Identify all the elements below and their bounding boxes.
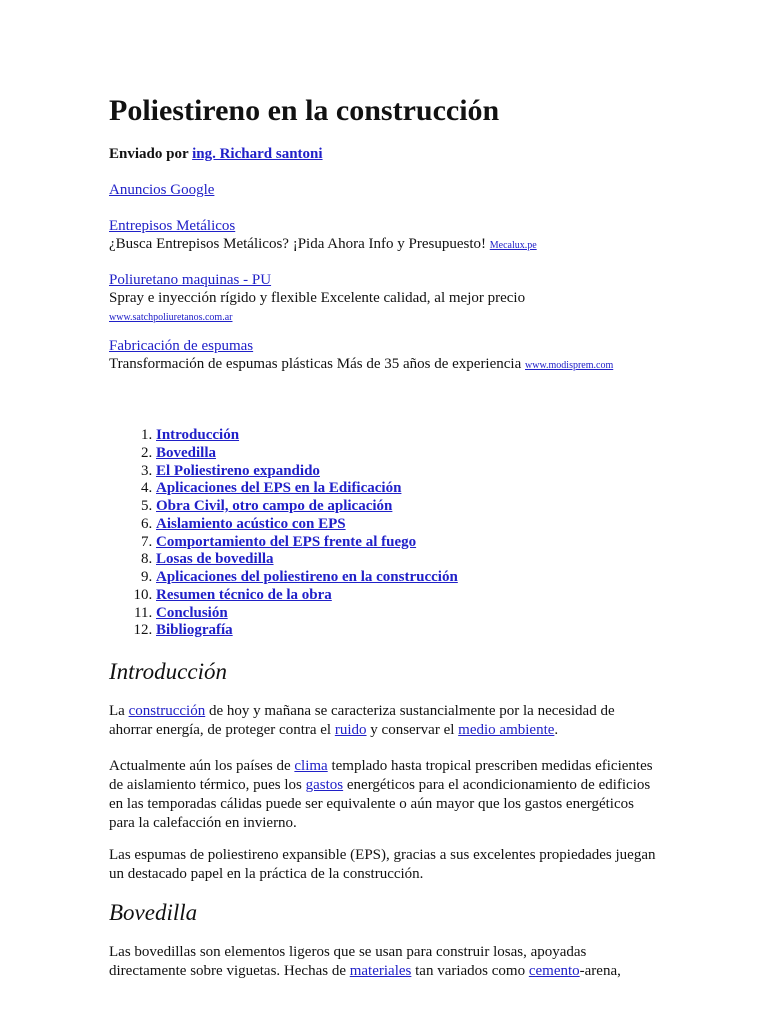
text-run: La — [109, 703, 129, 719]
byline — [109, 146, 323, 163]
toc-link[interactable]: Losas de bovedilla — [156, 551, 274, 568]
google-ads-link[interactable]: Anuncios Google — [109, 182, 215, 198]
toc-link[interactable]: Aplicaciones del EPS en la Edificación — [156, 480, 402, 497]
table-of-contents — [109, 427, 458, 640]
toc-link[interactable]: Introducción — [156, 427, 240, 443]
author-link[interactable]: ing. Richard santoni — [192, 146, 323, 162]
ad-title-link[interactable]: Entrepisos Metálicos — [109, 218, 236, 234]
toc-link[interactable]: Resumen técnico de la obra — [156, 586, 332, 603]
link-materiales[interactable]: materiales — [349, 963, 412, 979]
toc-link[interactable]: Bibliografía — [156, 622, 233, 639]
text-run: Las bovedillas son elementos ligeros que se usan para construir losas, apoyadas directamente sobre viguetas. Hechas de — [109, 944, 587, 979]
section-heading-bovedilla: Bovedilla — [109, 900, 198, 925]
toc-item — [156, 587, 458, 605]
link-ruido[interactable]: ruido — [334, 722, 367, 738]
text-run: templado hasta tropical prescriben medidas eficientes de aislamiento térmico, pues los — [109, 758, 653, 793]
toc-item — [156, 498, 458, 516]
intro-paragraph-2 — [109, 757, 659, 833]
toc-item — [156, 551, 458, 569]
ad-url-link[interactable]: www.satchpoliuretanos.com.ar — [109, 312, 233, 323]
page-title: Poliestireno en la construcción — [109, 94, 500, 127]
text-run: y conservar el — [366, 722, 459, 738]
toc-link[interactable]: Comportamiento del EPS frente al fuego — [156, 533, 417, 550]
link-construccion[interactable]: construcción — [128, 703, 206, 719]
toc-item — [156, 463, 458, 481]
ad-item — [109, 217, 669, 255]
text-run: -arena, — [579, 963, 621, 979]
ad-text: ¿Busca Entrepisos Metálicos? ¡Pida Ahora Info y Presupuesto! — [109, 236, 486, 252]
text-run: tan variados como — [411, 963, 529, 979]
link-medio-ambiente[interactable]: medio ambiente — [458, 722, 555, 738]
toc-item — [156, 427, 458, 445]
ad-text: Spray e inyección rígido y flexible Excelente calidad, al mejor precio — [109, 290, 526, 306]
ad-url-link[interactable]: Mecalux.pe — [489, 240, 537, 251]
toc-link[interactable]: Aplicaciones del poliestireno en la construcción — [156, 569, 458, 585]
ad-text: Transformación de espumas plásticas Más de 35 años de experiencia — [109, 356, 522, 372]
toc-item — [156, 605, 458, 623]
toc-item — [156, 480, 458, 498]
toc-item — [156, 622, 458, 640]
section-heading-introduccion: Introducción — [109, 659, 227, 684]
ad-item — [109, 337, 669, 375]
bovedilla-paragraph-1 — [109, 943, 659, 981]
toc-item — [156, 516, 458, 534]
text-run: energéticos para el acondicionamiento de edificios en las temporadas cálidas puede ser equivalente o aún mayor que los gastos energéticos para la calefacción en invierno. — [109, 777, 651, 831]
toc-link[interactable]: Aislamiento acústico con EPS — [156, 515, 346, 532]
toc-item — [156, 445, 458, 463]
ad-item — [109, 271, 669, 327]
toc-item — [156, 569, 458, 587]
intro-paragraph-3: Las espumas de poliestireno expansible (EPS), gracias a sus excelentes propiedades juegan un destacado papel en la práctica de la construcción. — [109, 847, 656, 882]
toc-link[interactable]: Bovedilla — [156, 444, 217, 461]
ad-title-link[interactable]: Poliuretano maquinas - PU — [109, 272, 272, 288]
link-clima[interactable]: clima — [294, 758, 328, 774]
ad-title-link[interactable]: Fabricación de espumas — [109, 338, 254, 354]
text-run: . — [554, 722, 559, 738]
byline-prefix: Enviado por — [109, 146, 189, 162]
toc-link[interactable]: Obra Civil, otro campo de aplicación — [156, 498, 393, 514]
toc-link[interactable]: El Poliestireno expandido — [156, 462, 320, 479]
toc-link[interactable]: Conclusión — [156, 604, 228, 621]
ads-header — [109, 182, 214, 199]
link-cemento[interactable]: cemento — [528, 963, 580, 979]
link-gastos[interactable]: gastos — [305, 777, 344, 793]
text-run: Actualmente aún los países de — [109, 758, 295, 774]
text-run: de hoy y mañana se caracteriza sustancialmente por la necesidad de ahorrar energía, de proteger contra el — [109, 703, 615, 738]
intro-paragraph-1 — [109, 702, 659, 740]
toc-item — [156, 534, 458, 552]
ad-url-link[interactable]: www.modisprem.com — [525, 360, 614, 371]
